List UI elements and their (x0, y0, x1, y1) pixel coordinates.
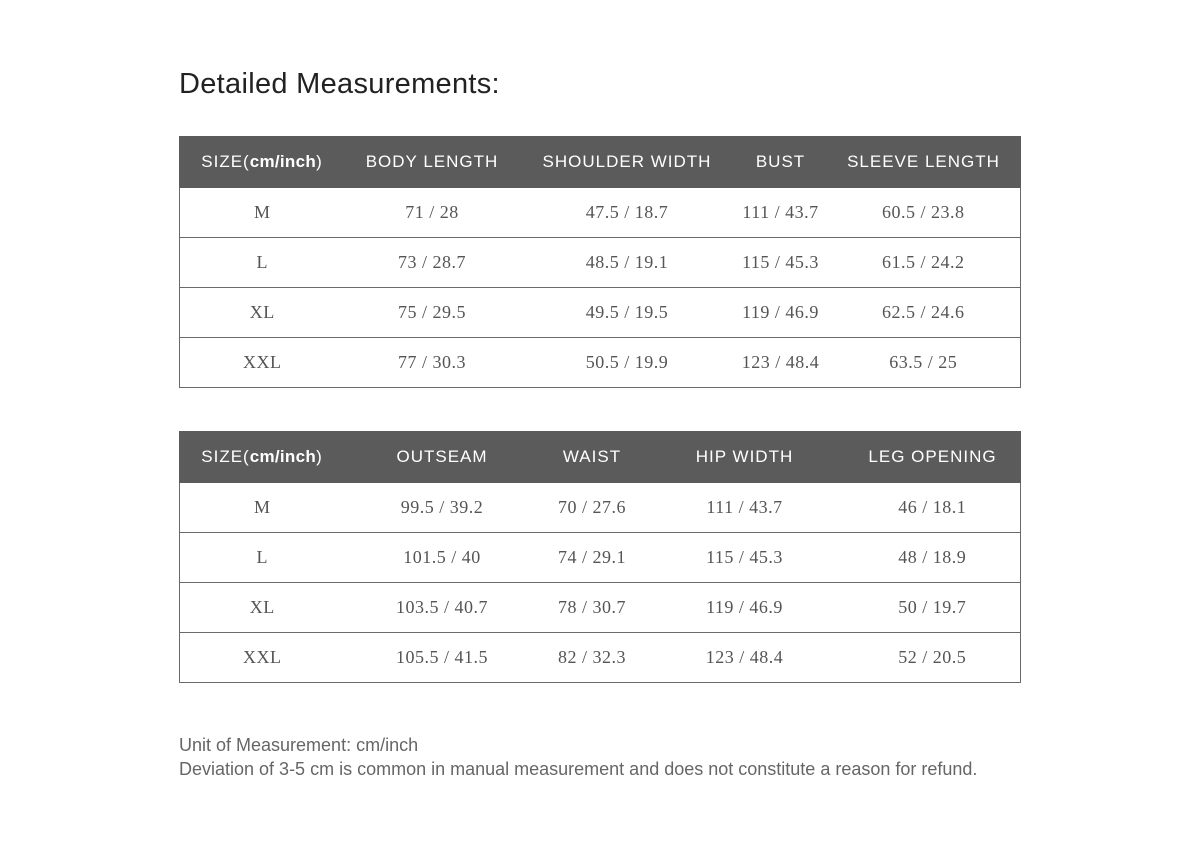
table-row (180, 188, 1021, 238)
value-cell: 115 / 45.3 (645, 533, 845, 583)
size-cell: XXL (180, 633, 345, 683)
value-cell: 62.5 / 24.6 (827, 288, 1021, 338)
size-header-label: SIZE( (201, 447, 250, 466)
value-cell: 103.5 / 40.7 (345, 583, 540, 633)
value-cell: 111 / 43.7 (735, 188, 827, 238)
table-row (180, 533, 1021, 583)
size-cell: M (180, 483, 345, 533)
value-cell: 74 / 29.1 (540, 533, 645, 583)
value-cell: 48 / 18.9 (845, 533, 1021, 583)
value-cell: 105.5 / 41.5 (345, 633, 540, 683)
table-row (180, 483, 1021, 533)
size-cell: L (180, 533, 345, 583)
top-measurements-table (179, 136, 1021, 388)
value-cell: 119 / 46.9 (645, 583, 845, 633)
table-row (180, 633, 1021, 683)
size-header-unit: cm/inch (249, 152, 317, 171)
size-header-close: ) (316, 152, 323, 171)
value-cell: 77 / 30.3 (345, 338, 520, 388)
value-cell: 50 / 19.7 (845, 583, 1021, 633)
value-cell: 123 / 48.4 (735, 338, 827, 388)
unit-note: Unit of Measurement: cm/inch (179, 735, 419, 755)
value-cell: 75 / 29.5 (345, 288, 520, 338)
value-cell: 60.5 / 23.8 (827, 188, 1021, 238)
value-cell: 99.5 / 39.2 (345, 483, 540, 533)
column-header-body-length: BODY LENGTH (345, 137, 520, 188)
value-cell: 48.5 / 19.1 (520, 238, 735, 288)
table-row (180, 288, 1021, 338)
value-cell: 123 / 48.4 (645, 633, 845, 683)
value-cell: 111 / 43.7 (645, 483, 845, 533)
value-cell: 73 / 28.7 (345, 238, 520, 288)
value-cell: 101.5 / 40 (345, 533, 540, 583)
size-cell: L (180, 238, 345, 288)
value-cell: 119 / 46.9 (735, 288, 827, 338)
column-header-leg-opening: LEG OPENING (845, 432, 1021, 483)
table-header-row (180, 137, 1021, 188)
size-header-label: SIZE( (201, 152, 250, 171)
page-title: Detailed Measurements: (179, 68, 500, 100)
size-header-close: ) (316, 447, 323, 466)
table-row (180, 338, 1021, 388)
bottom-measurements-table (179, 431, 1021, 683)
column-header-waist: WAIST (540, 432, 645, 483)
size-cell: XXL (180, 338, 345, 388)
value-cell: 70 / 27.6 (540, 483, 645, 533)
value-cell: 82 / 32.3 (540, 633, 645, 683)
column-header-bust: BUST (735, 137, 827, 188)
measurement-notes (179, 733, 977, 781)
size-cell: XL (180, 288, 345, 338)
value-cell: 50.5 / 19.9 (520, 338, 735, 388)
size-column-header (180, 137, 345, 188)
column-header-shoulder-width: SHOULDER WIDTH (520, 137, 735, 188)
value-cell: 46 / 18.1 (845, 483, 1021, 533)
table-row (180, 238, 1021, 288)
value-cell: 52 / 20.5 (845, 633, 1021, 683)
table-row (180, 583, 1021, 633)
column-header-outseam: OUTSEAM (345, 432, 540, 483)
value-cell: 63.5 / 25 (827, 338, 1021, 388)
value-cell: 78 / 30.7 (540, 583, 645, 633)
value-cell: 71 / 28 (345, 188, 520, 238)
deviation-note: Deviation of 3-5 cm is common in manual measurement and does not constitute a reason for refund. (179, 759, 978, 779)
value-cell: 47.5 / 18.7 (520, 188, 735, 238)
size-cell: M (180, 188, 345, 238)
value-cell: 61.5 / 24.2 (827, 238, 1021, 288)
table-header-row (180, 432, 1021, 483)
column-header-hip-width: HIP WIDTH (645, 432, 845, 483)
size-cell: XL (180, 583, 345, 633)
size-column-header (180, 432, 345, 483)
column-header-sleeve-length: SLEEVE LENGTH (827, 137, 1021, 188)
value-cell: 115 / 45.3 (735, 238, 827, 288)
value-cell: 49.5 / 19.5 (520, 288, 735, 338)
size-header-unit: cm/inch (249, 447, 317, 466)
